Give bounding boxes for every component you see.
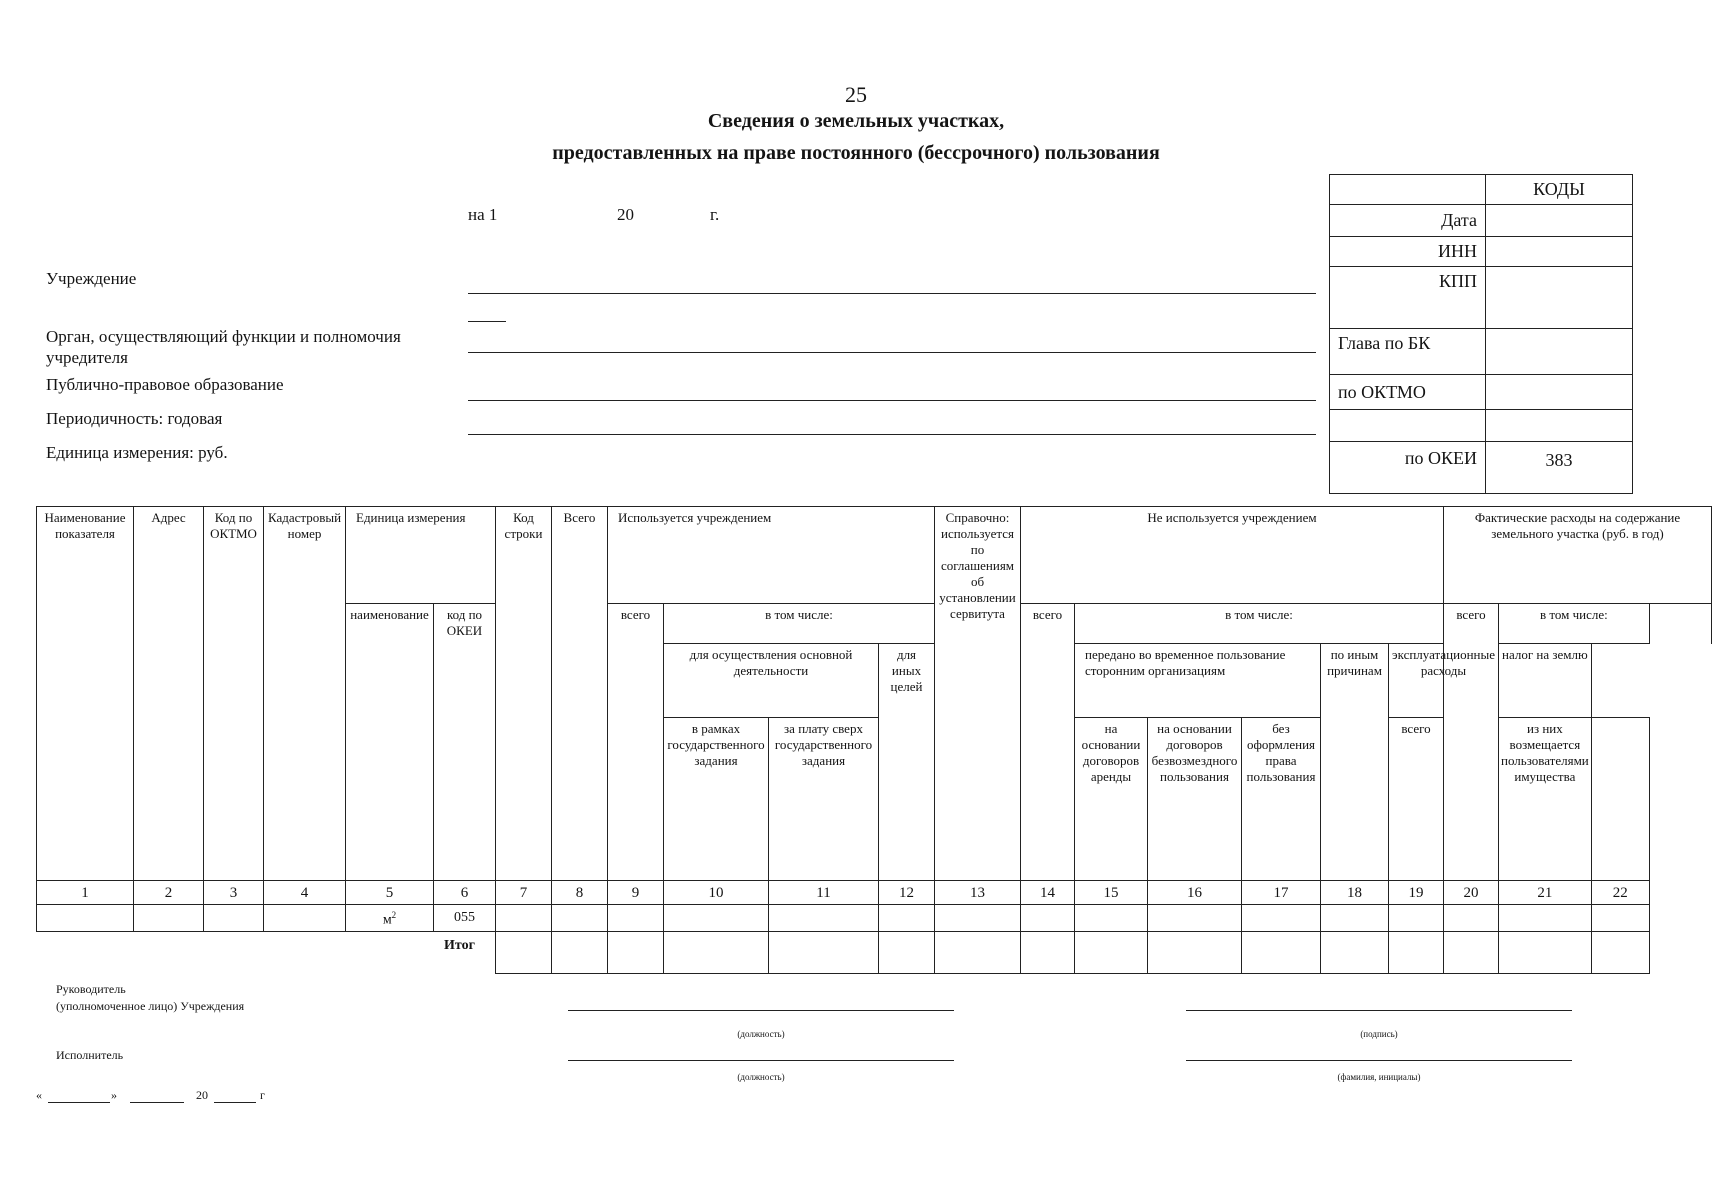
col-num-14: 14	[1021, 881, 1075, 905]
total-cell[interactable]	[769, 932, 879, 974]
col-num-19: 19	[1389, 881, 1444, 905]
h-transferred: передано во временное пользование сторонним организациям	[1075, 644, 1321, 718]
data-okei: 055	[434, 905, 496, 932]
col-num-10: 10	[664, 881, 769, 905]
data-cell[interactable]	[37, 905, 134, 932]
h-unit-code: код по ОКЕИ	[434, 604, 496, 881]
date-year-prefix: 20	[617, 205, 634, 224]
col-num-3: 3	[204, 881, 264, 905]
total-cell[interactable]	[1499, 932, 1592, 974]
code-value-date[interactable]	[1486, 205, 1633, 237]
h-incl2: в том числе:	[1075, 604, 1444, 644]
h-other-goals: для иных целей	[879, 644, 935, 881]
col-num-8: 8	[552, 881, 608, 905]
h-address: Адрес	[134, 507, 204, 881]
h-not-used: Не используется учреждением	[1021, 507, 1444, 604]
date-year-suffix: г	[260, 1088, 265, 1102]
h-line-code: Код строки	[496, 507, 552, 881]
data-cell[interactable]	[1444, 905, 1499, 932]
signature-line[interactable]	[1186, 1010, 1572, 1011]
col-num-9: 9	[608, 881, 664, 905]
data-cell[interactable]	[134, 905, 204, 932]
data-cell[interactable]	[496, 905, 552, 932]
page-number: 25	[845, 82, 867, 107]
founder-line[interactable]	[468, 352, 1316, 353]
position-hint-2: (должность)	[737, 1072, 785, 1082]
data-cell[interactable]	[935, 905, 1021, 932]
h-lease: на основании договоров аренды	[1075, 718, 1148, 881]
col-num-21: 21	[1499, 881, 1592, 905]
data-cell[interactable]	[204, 905, 264, 932]
total-cell[interactable]	[1021, 932, 1075, 974]
h-name: Наименование показателя	[37, 507, 134, 881]
total-cell[interactable]	[935, 932, 1021, 974]
date-day-line[interactable]	[48, 1102, 110, 1103]
h-fee: за плату сверх государственного задания	[769, 718, 879, 881]
total-cell[interactable]	[664, 932, 769, 974]
codes-corner	[1330, 175, 1486, 205]
date-close-quote: »	[111, 1088, 117, 1102]
total-cell[interactable]	[1591, 932, 1649, 974]
h-exp-incl: в том числе:	[1499, 604, 1650, 644]
head-line-1: Руководитель	[56, 982, 126, 996]
h-op-total: всего	[1389, 718, 1444, 881]
code-value-bk[interactable]	[1486, 329, 1633, 375]
code-value-empty[interactable]	[1486, 410, 1633, 442]
data-cell[interactable]	[1321, 905, 1389, 932]
total-label: Итог	[37, 932, 496, 974]
data-cell[interactable]	[1148, 905, 1242, 932]
date-suffix: г.	[710, 205, 720, 224]
h-total: Всего	[552, 507, 608, 881]
col-num-17: 17	[1242, 881, 1321, 905]
total-cell[interactable]	[552, 932, 608, 974]
code-label-bk: Глава по БК	[1330, 329, 1486, 375]
col-num-18: 18	[1321, 881, 1389, 905]
h-incl: в том числе:	[664, 604, 935, 644]
data-cell[interactable]	[1499, 905, 1592, 932]
periodicity-label: Периодичность: годовая	[46, 409, 223, 428]
h-land-tax: налог на землю	[1499, 644, 1592, 718]
municipality-label: Публично-правовое образование	[46, 375, 284, 394]
h-free-use: на основании договоров безвозмездного пользования	[1148, 718, 1242, 881]
h-exp-total: всего	[1444, 604, 1499, 881]
executor-label: Исполнитель	[56, 1048, 124, 1062]
h-reimbursed: из них возмещается пользователями имущества	[1499, 718, 1592, 881]
institution-line[interactable]	[468, 293, 1316, 294]
code-label-date: Дата	[1330, 205, 1486, 237]
code-label-oktmo: по ОКТМО	[1330, 375, 1486, 410]
data-cell[interactable]	[1591, 905, 1649, 932]
municipality-line[interactable]	[468, 400, 1316, 401]
code-label-inn: ИНН	[1330, 237, 1486, 267]
data-unit: м	[382, 912, 392, 928]
code-label-kpp: КПП	[1330, 267, 1486, 329]
col-num-12: 12	[879, 881, 935, 905]
data-cell[interactable]	[608, 905, 664, 932]
data-unit-cell	[346, 905, 434, 932]
h-state-task: в рамках государственного задания	[664, 718, 769, 881]
code-label-okei: по ОКЕИ	[1330, 442, 1486, 494]
h-no-registration: без оформления права пользования	[1242, 718, 1321, 881]
col-num-7: 7	[496, 881, 552, 905]
data-cell[interactable]	[1021, 905, 1075, 932]
code-value-okei: 383	[1486, 442, 1633, 494]
col-num-1: 1	[37, 881, 134, 905]
col-num-2: 2	[134, 881, 204, 905]
total-cell[interactable]	[1444, 932, 1499, 974]
total-cell[interactable]	[1321, 932, 1389, 974]
data-cell[interactable]	[264, 905, 346, 932]
code-value-kpp[interactable]	[1486, 267, 1633, 329]
col-num-6: 6	[434, 881, 496, 905]
total-cell[interactable]	[1075, 932, 1148, 974]
h-unit-name: наименование	[346, 604, 434, 881]
data-cell[interactable]	[1075, 905, 1148, 932]
position-line[interactable]	[568, 1010, 954, 1011]
total-cell[interactable]	[1242, 932, 1321, 974]
h-other-reasons: по иным причинам	[1321, 644, 1389, 881]
h-unit: Единица измерения	[346, 507, 496, 604]
col-num-20: 20	[1444, 881, 1499, 905]
data-cell[interactable]	[552, 905, 608, 932]
date-year-line[interactable]	[214, 1102, 256, 1103]
periodicity-line	[468, 434, 1316, 435]
codes-header: КОДЫ	[1486, 175, 1633, 205]
col-num-13: 13	[935, 881, 1021, 905]
founder-label: Орган, осуществляющий функции и полномочия учредителя	[46, 327, 401, 367]
h-reference: Справочно: используется по соглашениям об установлении сервитута	[935, 507, 1021, 881]
total-cell[interactable]	[1148, 932, 1242, 974]
data-unit-sup: 2	[391, 910, 397, 921]
h-tax-empty	[1591, 718, 1649, 881]
date-year-label: 20	[196, 1088, 208, 1102]
h-expenses: Фактические расходы на содержание земельного участка (руб. в год)	[1444, 507, 1712, 604]
h-used-total: всего	[608, 604, 664, 881]
h-not-used-total: всего	[1021, 604, 1075, 881]
title-line-1: Сведения о земельных участках,	[707, 110, 1005, 132]
executor-name-line[interactable]	[1186, 1060, 1572, 1061]
h-oktmo: Код по ОКТМО	[204, 507, 264, 881]
institution-label: Учреждение	[46, 269, 137, 288]
code-label-empty	[1330, 410, 1486, 442]
unit-label: Единица измерения: руб.	[46, 443, 228, 462]
date-month-line[interactable]	[130, 1102, 184, 1103]
col-num-11: 11	[769, 881, 879, 905]
executor-position-line[interactable]	[568, 1060, 954, 1061]
data-cell[interactable]	[664, 905, 769, 932]
h-operating: эксплуатационные расходы	[1389, 644, 1499, 718]
data-cell[interactable]	[1242, 905, 1321, 932]
total-cell[interactable]	[1389, 932, 1444, 974]
h-main-activity: для осуществления основной деятельности	[664, 644, 879, 718]
code-value-oktmo[interactable]	[1486, 375, 1633, 410]
total-cell[interactable]	[608, 932, 664, 974]
total-cell[interactable]	[879, 932, 935, 974]
col-num-22: 22	[1591, 881, 1649, 905]
date-open-quote: «	[36, 1088, 42, 1102]
name-hint: (фамилия, инициалы)	[1337, 1072, 1421, 1082]
data-cell[interactable]	[769, 905, 879, 932]
col-num-15: 15	[1075, 881, 1148, 905]
h-used: Используется учреждением	[608, 507, 935, 604]
land-plots-table	[36, 506, 1712, 974]
col-num-4: 4	[264, 881, 346, 905]
data-cell[interactable]	[879, 905, 935, 932]
codes-table	[1329, 174, 1633, 494]
col-num-5: 5	[346, 881, 434, 905]
h-cadastral: Кадастровый номер	[264, 507, 346, 881]
h-empty-cell	[1649, 604, 1711, 644]
signature-hint: (подпись)	[1360, 1029, 1398, 1039]
title-line-2: предоставленных на праве постоянного (бессрочного) пользования	[552, 142, 1160, 164]
total-cell[interactable]	[496, 932, 552, 974]
short-line	[468, 321, 506, 322]
position-hint: (должность)	[737, 1029, 785, 1039]
date-prefix: на 1	[468, 205, 498, 224]
code-value-inn[interactable]	[1486, 237, 1633, 267]
col-num-16: 16	[1148, 881, 1242, 905]
data-cell[interactable]	[1389, 905, 1444, 932]
head-line-2: (уполномоченное лицо) Учреждения	[56, 999, 245, 1013]
